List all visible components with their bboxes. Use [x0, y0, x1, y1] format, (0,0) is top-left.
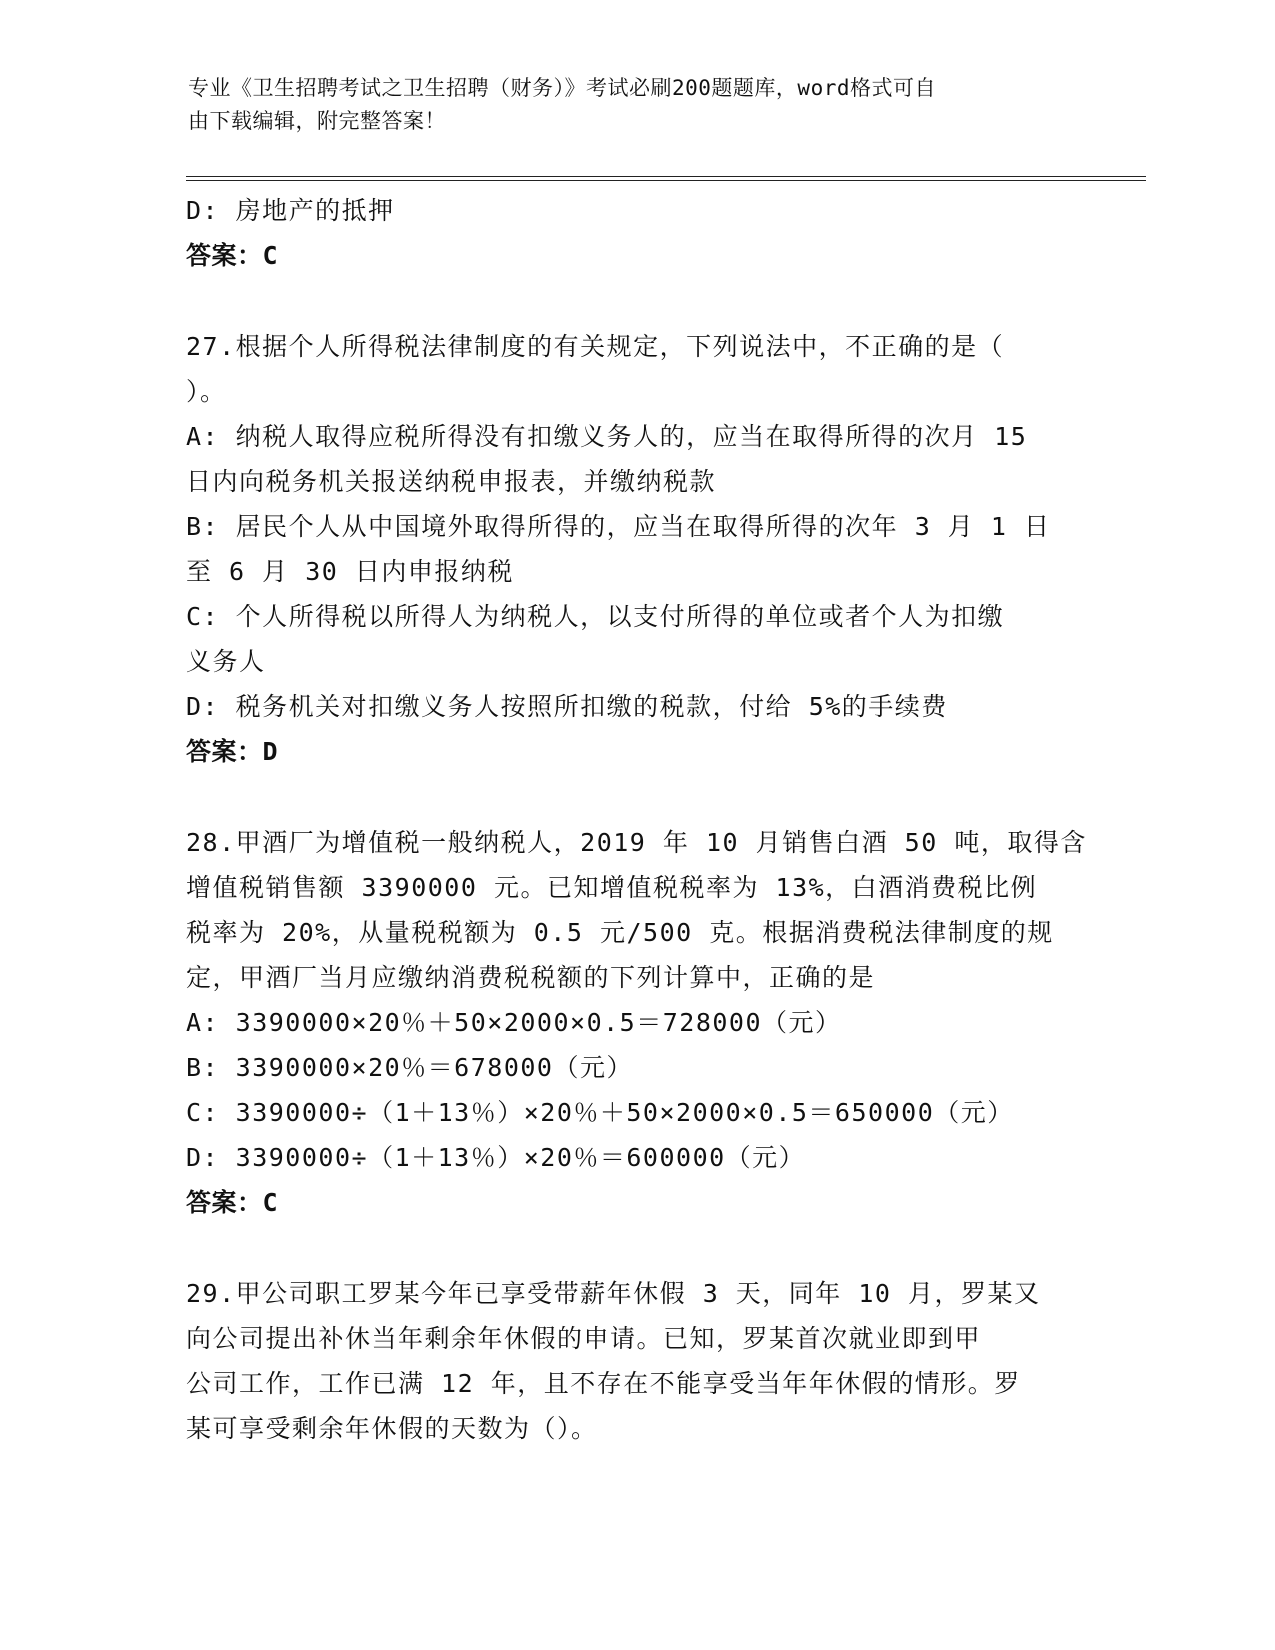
answer-line: 答案：C	[186, 1188, 279, 1217]
header-divider	[186, 176, 1146, 181]
question-stem: 29.甲公司职工罗某今年已享受带薪年休假 3 天，同年 10 月，罗某又	[186, 1279, 1041, 1308]
question-stem: 定，甲酒厂当月应缴纳消费税税额的下列计算中，正确的是	[186, 963, 876, 992]
option-b: 至 6 月 30 日内申报纳税	[186, 557, 514, 586]
question-29	[186, 1271, 1086, 1451]
option-a: 日内向税务机关报送纳税申报表，并缴纳税款	[186, 467, 717, 496]
question-stem: 增值税销售额 3390000 元。已知增值税税率为 13%，白酒消费税比例	[186, 873, 1038, 902]
spacer	[186, 1225, 1086, 1271]
option-b: B: 居民个人从中国境外取得所得的，应当在取得所得的次年 3 月 1 日	[186, 512, 1051, 541]
question-27	[186, 324, 1086, 774]
spacer	[186, 774, 1086, 820]
header-line-2: 由下载编辑，附完整答案！	[188, 109, 446, 133]
option-d: D: 房地产的抵押	[186, 196, 395, 225]
page-header	[188, 72, 1088, 138]
question-28	[186, 820, 1086, 1225]
option-d: D: 3390000÷（1＋13％）×20％＝600000（元）	[186, 1143, 806, 1172]
previous-question-tail	[186, 188, 1086, 278]
question-stem: 公司工作，工作已满 12 年，且不存在不能享受当年年休假的情形。罗	[186, 1369, 1021, 1398]
question-stem: ）。	[186, 377, 227, 406]
answer-line: 答案：D	[186, 737, 279, 766]
answer-line: 答案：C	[186, 241, 279, 270]
option-c: C: 3390000÷（1＋13％）×20％＋50×2000×0.5＝650000（元）	[186, 1098, 1014, 1127]
option-c: 义务人	[186, 647, 266, 676]
question-stem: 税率为 20%，从量税税额为 0.5 元/500 克。根据消费税法律制度的规	[186, 918, 1054, 947]
option-b: B: 3390000×20％＝678000（元）	[186, 1053, 633, 1082]
header-line-1: 专业《卫生招聘考试之卫生招聘（财务）》考试必刷200题题库，word格式可自	[188, 76, 936, 100]
divider-line-top	[186, 176, 1146, 177]
option-d: D: 税务机关对扣缴义务人按照所扣缴的税款，付给 5%的手续费	[186, 692, 948, 721]
option-a: A: 纳税人取得应税所得没有扣缴义务人的，应当在取得所得的次月 15	[186, 422, 1028, 451]
option-a: A: 3390000×20％＋50×2000×0.5＝728000（元）	[186, 1008, 842, 1037]
divider-line-bottom	[186, 180, 1146, 181]
question-stem: 27.根据个人所得税法律制度的有关规定，下列说法中，不正确的是（	[186, 332, 1005, 361]
question-content	[186, 188, 1086, 1451]
question-stem: 28.甲酒厂为增值税一般纳税人，2019 年 10 月销售白酒 50 吨，取得含	[186, 828, 1087, 857]
spacer	[186, 278, 1086, 324]
question-stem: 某可享受剩余年休假的天数为（）。	[186, 1414, 598, 1443]
question-stem: 向公司提出补休当年剩余年休假的申请。已知，罗某首次就业即到甲	[186, 1324, 982, 1353]
option-c: C: 个人所得税以所得人为纳税人，以支付所得的单位或者个人为扣缴	[186, 602, 1005, 631]
